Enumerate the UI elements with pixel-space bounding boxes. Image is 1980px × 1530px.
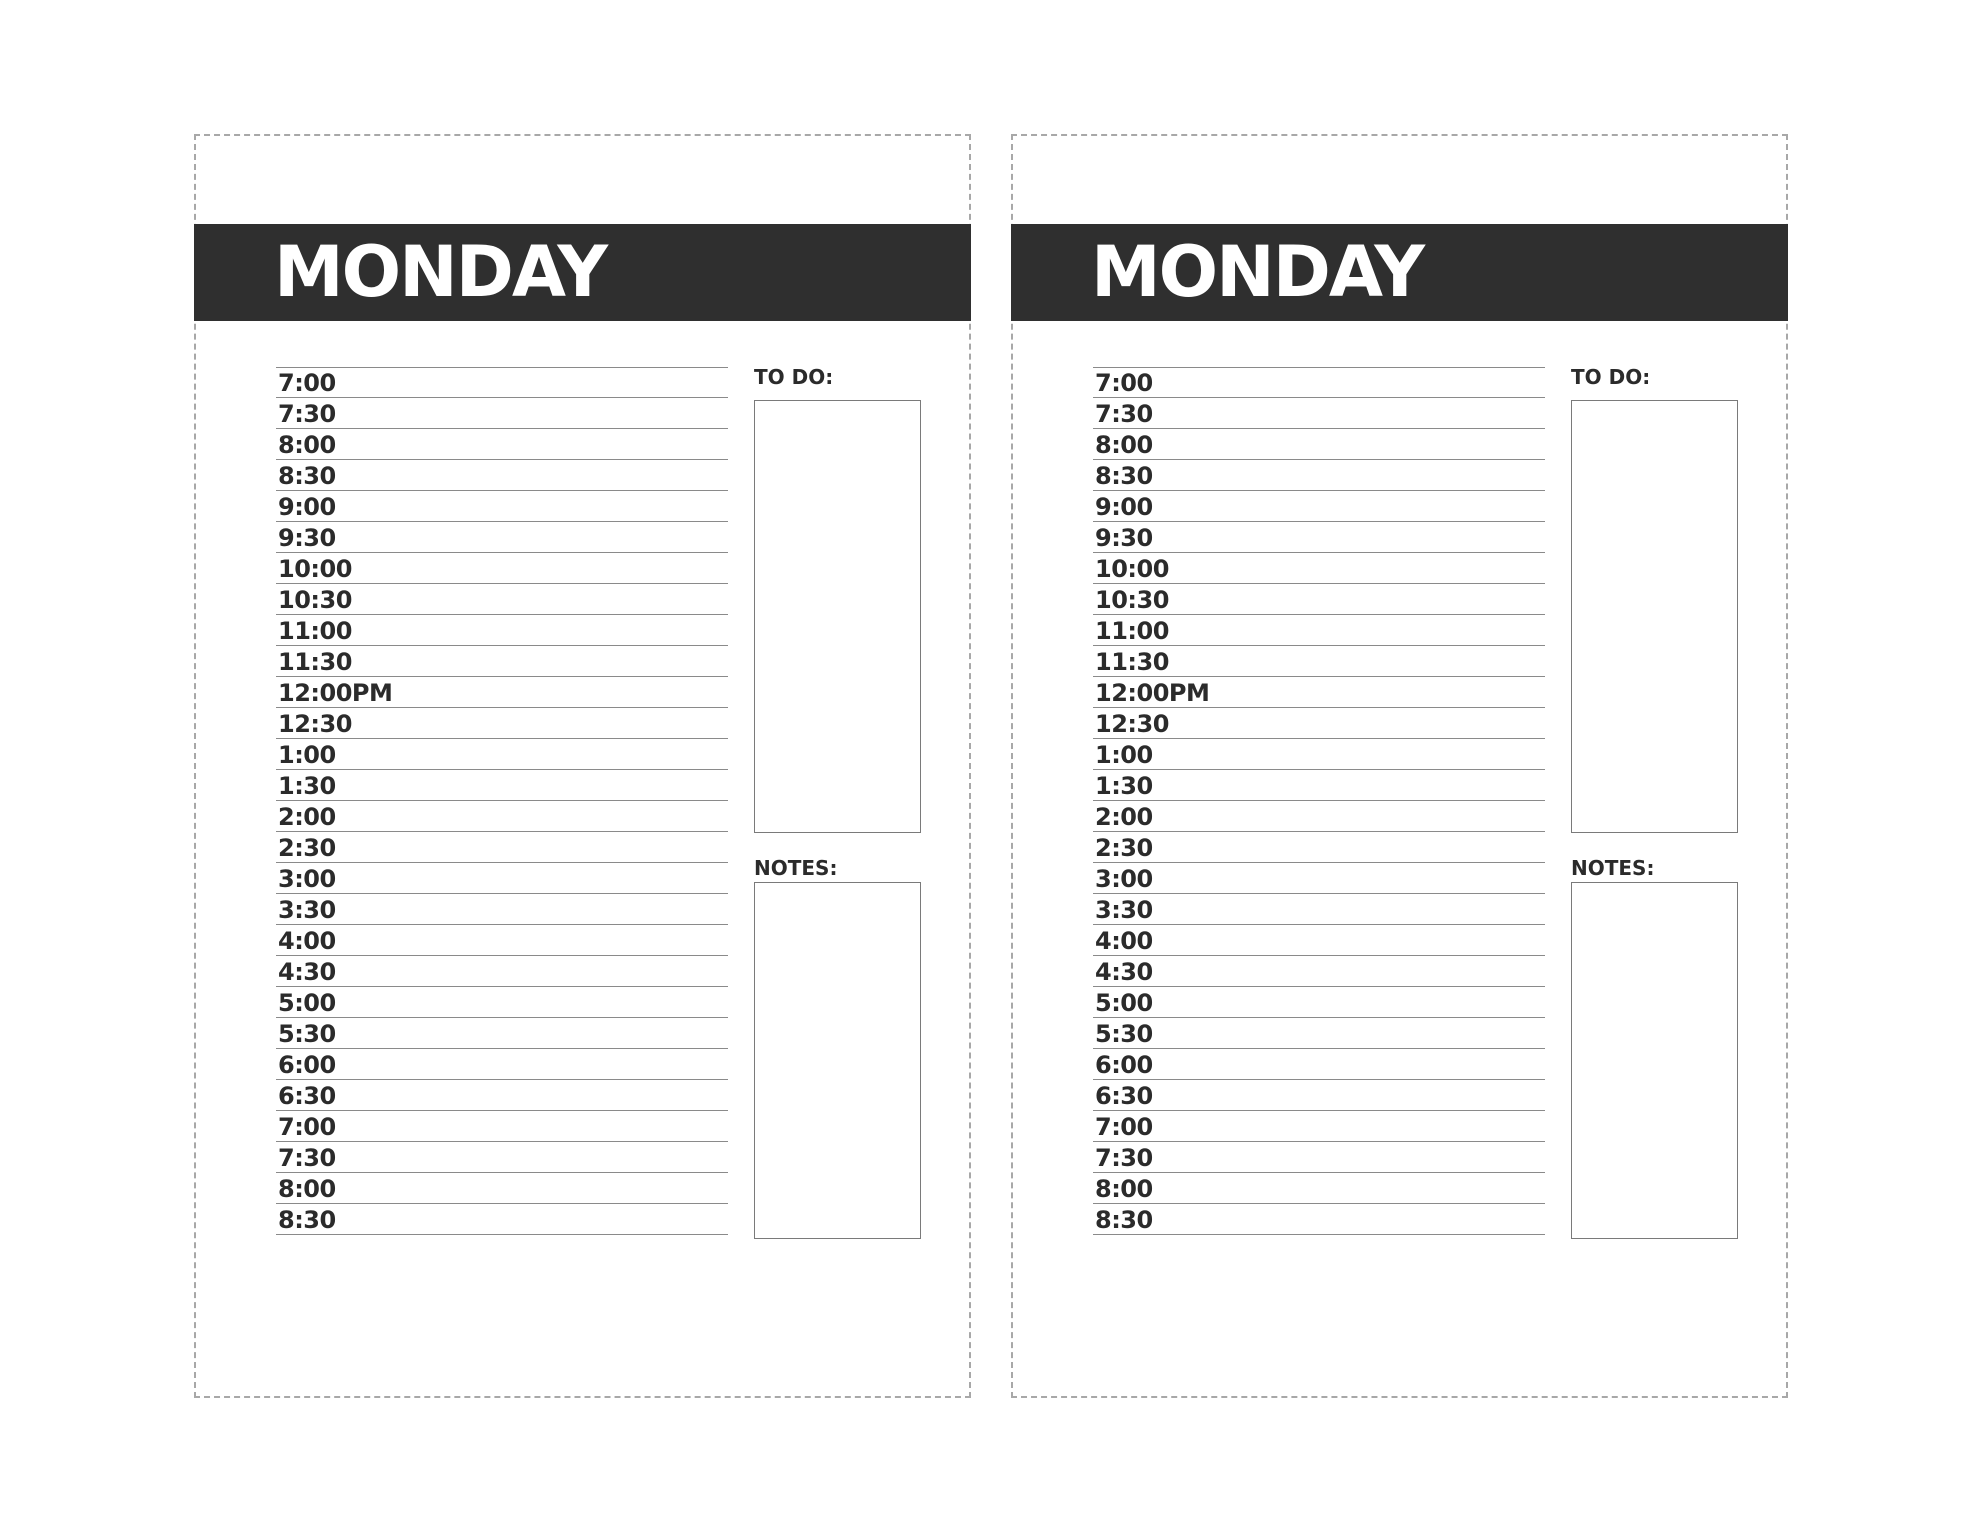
time-slot-label: 7:30 [1095, 400, 1153, 428]
todo-label: TO DO: [1571, 365, 1651, 389]
time-slot-row[interactable] [276, 925, 728, 956]
notes-box[interactable] [754, 882, 921, 1239]
time-slot-row[interactable] [276, 615, 728, 646]
time-slot-row[interactable] [276, 956, 728, 987]
time-slot-label: 8:00 [278, 1175, 336, 1203]
time-slot-row[interactable] [276, 1018, 728, 1049]
planner-page-left [194, 134, 971, 1398]
time-slot-row[interactable] [276, 1080, 728, 1111]
time-slot-row[interactable] [1093, 367, 1545, 398]
time-slot-row[interactable] [276, 1111, 728, 1142]
time-slot-label: 2:30 [278, 834, 336, 862]
time-slot-row[interactable] [1093, 615, 1545, 646]
time-slot-label: 8:30 [278, 1206, 336, 1234]
time-slot-label: 3:30 [1095, 896, 1153, 924]
time-slot-label: 7:00 [278, 369, 336, 397]
time-slot-label: 11:00 [278, 617, 352, 645]
time-slot-label: 5:30 [278, 1020, 336, 1048]
time-slot-label: 10:30 [278, 586, 352, 614]
time-slot-row[interactable] [1093, 832, 1545, 863]
time-slot-label: 9:30 [1095, 524, 1153, 552]
todo-label: TO DO: [754, 365, 834, 389]
time-slot-row[interactable] [1093, 1049, 1545, 1080]
time-slot-row[interactable] [276, 894, 728, 925]
time-slot-row[interactable] [276, 398, 728, 429]
time-slot-label: 8:00 [1095, 431, 1153, 459]
notes-box[interactable] [1571, 882, 1738, 1239]
time-slot-row[interactable] [1093, 708, 1545, 739]
time-slot-row[interactable] [276, 491, 728, 522]
time-slot-label: 4:00 [1095, 927, 1153, 955]
time-slot-row[interactable] [276, 801, 728, 832]
time-slot-label: 12:30 [278, 710, 352, 738]
time-slot-label: 8:30 [1095, 1206, 1153, 1234]
time-slot-label: 12:00PM [278, 679, 393, 707]
notes-label: NOTES: [754, 856, 838, 880]
time-slot-label: 1:00 [1095, 741, 1153, 769]
time-slot-label: 8:00 [278, 431, 336, 459]
time-slot-label: 10:30 [1095, 586, 1169, 614]
time-slot-row[interactable] [1093, 987, 1545, 1018]
time-slot-label: 6:00 [1095, 1051, 1153, 1079]
time-slot-label: 7:00 [1095, 1113, 1153, 1141]
time-slot-row[interactable] [1093, 925, 1545, 956]
time-slot-row[interactable] [276, 987, 728, 1018]
time-slot-row[interactable] [276, 553, 728, 584]
time-slot-label: 9:00 [1095, 493, 1153, 521]
time-slot-row[interactable] [1093, 770, 1545, 801]
time-slot-label: 7:30 [278, 400, 336, 428]
time-slot-label: 2:00 [278, 803, 336, 831]
time-slot-label: 7:00 [1095, 369, 1153, 397]
time-slot-label: 6:00 [278, 1051, 336, 1079]
time-slot-row[interactable] [1093, 677, 1545, 708]
time-slot-row[interactable] [1093, 1111, 1545, 1142]
time-slot-row[interactable] [276, 584, 728, 615]
time-slot-row[interactable] [1093, 429, 1545, 460]
time-schedule [1093, 367, 1545, 1235]
time-slot-label: 2:30 [1095, 834, 1153, 862]
time-slot-label: 10:00 [1095, 555, 1169, 583]
time-slot-label: 7:30 [1095, 1144, 1153, 1172]
time-slot-label: 9:00 [278, 493, 336, 521]
time-slot-label: 1:30 [278, 772, 336, 800]
time-slot-row[interactable] [276, 863, 728, 894]
day-header-bar [1011, 224, 1788, 321]
planner-page-right [1011, 134, 1788, 1398]
time-slot-row[interactable] [276, 460, 728, 491]
time-slot-row[interactable] [276, 1204, 728, 1235]
time-slot-row[interactable] [276, 1049, 728, 1080]
time-slot-row[interactable] [1093, 1018, 1545, 1049]
day-title: MONDAY [1091, 231, 1424, 313]
time-slot-row[interactable] [1093, 584, 1545, 615]
todo-box[interactable] [754, 400, 921, 833]
time-slot-label: 11:30 [1095, 648, 1169, 676]
todo-box[interactable] [1571, 400, 1738, 833]
day-title: MONDAY [274, 231, 607, 313]
time-slot-row[interactable] [1093, 1080, 1545, 1111]
time-slot-label: 4:30 [278, 958, 336, 986]
time-slot-label: 1:00 [278, 741, 336, 769]
time-slot-row[interactable] [1093, 863, 1545, 894]
time-slot-row[interactable] [1093, 398, 1545, 429]
time-slot-label: 5:00 [278, 989, 336, 1017]
time-slot-label: 12:00PM [1095, 679, 1210, 707]
time-slot-row[interactable] [276, 522, 728, 553]
time-slot-row[interactable] [276, 677, 728, 708]
time-slot-label: 9:30 [278, 524, 336, 552]
time-slot-label: 5:30 [1095, 1020, 1153, 1048]
time-slot-row[interactable] [1093, 956, 1545, 987]
time-slot-label: 3:00 [1095, 865, 1153, 893]
time-slot-row[interactable] [1093, 553, 1545, 584]
time-slot-row[interactable] [1093, 491, 1545, 522]
time-slot-label: 12:30 [1095, 710, 1169, 738]
time-slot-row[interactable] [276, 367, 728, 398]
time-slot-row[interactable] [276, 646, 728, 677]
time-slot-row[interactable] [276, 739, 728, 770]
time-slot-row[interactable] [1093, 1173, 1545, 1204]
time-slot-label: 3:30 [278, 896, 336, 924]
time-slot-row[interactable] [276, 770, 728, 801]
time-slot-row[interactable] [1093, 460, 1545, 491]
time-slot-label: 7:00 [278, 1113, 336, 1141]
time-slot-row[interactable] [1093, 1142, 1545, 1173]
time-slot-label: 7:30 [278, 1144, 336, 1172]
time-slot-label: 6:30 [1095, 1082, 1153, 1110]
time-slot-label: 6:30 [278, 1082, 336, 1110]
time-slot-row[interactable] [1093, 522, 1545, 553]
time-slot-label: 11:00 [1095, 617, 1169, 645]
notes-label: NOTES: [1571, 856, 1655, 880]
time-slot-row[interactable] [1093, 801, 1545, 832]
time-slot-label: 8:30 [278, 462, 336, 490]
time-schedule [276, 367, 728, 1235]
time-slot-row[interactable] [276, 708, 728, 739]
time-slot-row[interactable] [276, 1173, 728, 1204]
time-slot-row[interactable] [276, 429, 728, 460]
time-slot-label: 10:00 [278, 555, 352, 583]
time-slot-row[interactable] [1093, 739, 1545, 770]
time-slot-label: 5:00 [1095, 989, 1153, 1017]
time-slot-row[interactable] [276, 1142, 728, 1173]
time-slot-row[interactable] [276, 832, 728, 863]
time-slot-label: 1:30 [1095, 772, 1153, 800]
time-slot-row[interactable] [1093, 894, 1545, 925]
time-slot-label: 2:00 [1095, 803, 1153, 831]
time-slot-label: 8:30 [1095, 462, 1153, 490]
time-slot-row[interactable] [1093, 1204, 1545, 1235]
time-slot-label: 3:00 [278, 865, 336, 893]
time-slot-label: 4:00 [278, 927, 336, 955]
time-slot-label: 11:30 [278, 648, 352, 676]
time-slot-label: 8:00 [1095, 1175, 1153, 1203]
time-slot-label: 4:30 [1095, 958, 1153, 986]
time-slot-row[interactable] [1093, 646, 1545, 677]
day-header-bar [194, 224, 971, 321]
